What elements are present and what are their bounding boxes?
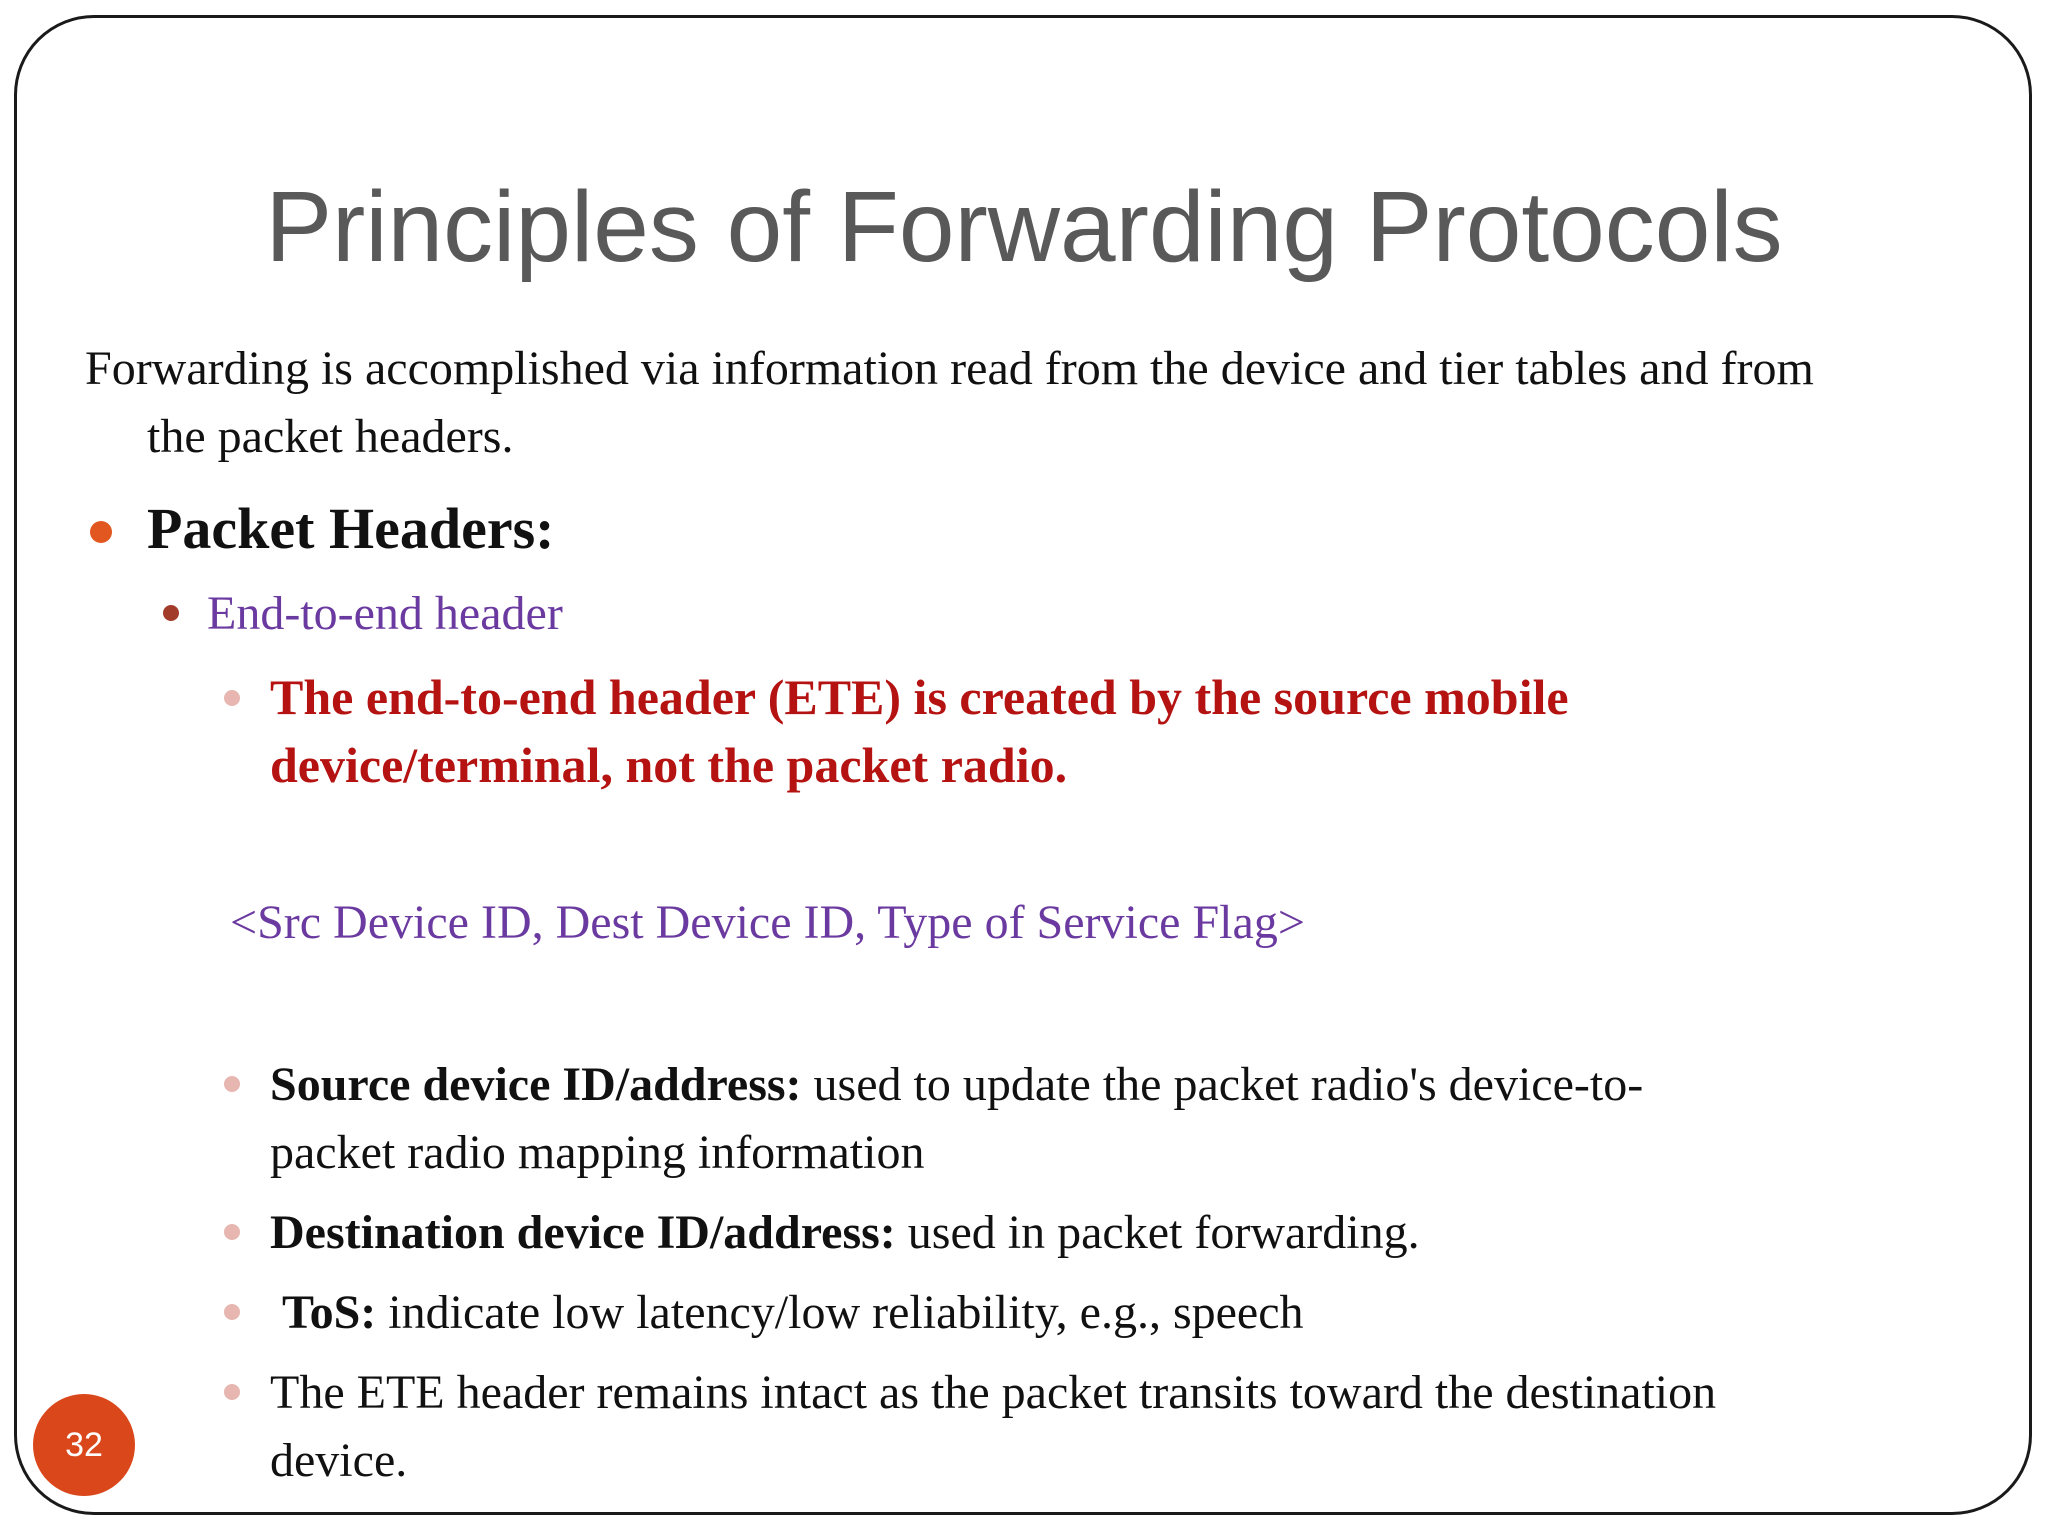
bullet-dot-icon <box>224 1224 240 1240</box>
item-text: used in packet forwarding. <box>895 1206 1420 1259</box>
intro-line-2: the packet headers. <box>147 410 514 463</box>
item-text: used to update the packet radio's device-to- <box>801 1058 1644 1111</box>
ete-line-2: device/terminal, not the packet radio. <box>270 737 1068 793</box>
bullet-dot-icon <box>224 1076 240 1092</box>
page-number-badge: 32 <box>33 1394 135 1496</box>
list-item <box>270 1051 1890 1187</box>
item-label: Destination device ID/address: <box>270 1206 896 1259</box>
header-format: <Src Device ID, Dest Device ID, Type of Service Flag> <box>230 896 1305 949</box>
ete-description <box>270 663 1870 799</box>
item-label: Source device ID/address: <box>270 1058 802 1111</box>
packet-headers-heading: Packet Headers: <box>147 496 555 561</box>
bullet-dot-icon <box>163 605 179 621</box>
slide-title: Principles of Forwarding Protocols <box>265 171 1783 283</box>
item-text-continued: packet radio mapping information <box>270 1126 925 1179</box>
bullet-dot-icon <box>90 521 112 543</box>
bullet-dot-icon <box>224 1384 240 1400</box>
list-item <box>282 1279 1902 1347</box>
bullet-dot-icon <box>224 1304 240 1320</box>
end-to-end-subheading: End-to-end header <box>207 587 563 640</box>
list-item <box>270 1359 1890 1495</box>
intro-paragraph <box>85 335 1975 471</box>
item-text-continued: device. <box>270 1434 408 1487</box>
intro-line-1: Forwarding is accomplished via information read from the device and tier tables and from <box>85 342 1814 395</box>
item-label: ToS: <box>282 1286 377 1339</box>
item-text: indicate low latency/low reliability, e.g., speech <box>376 1286 1304 1339</box>
item-text: The ETE header remains intact as the packet transits toward the destination <box>270 1366 1717 1419</box>
ete-line-1: The end-to-end header (ETE) is created by the source mobile <box>270 669 1569 725</box>
bullet-dot-icon <box>224 690 240 706</box>
list-item <box>270 1199 1890 1267</box>
